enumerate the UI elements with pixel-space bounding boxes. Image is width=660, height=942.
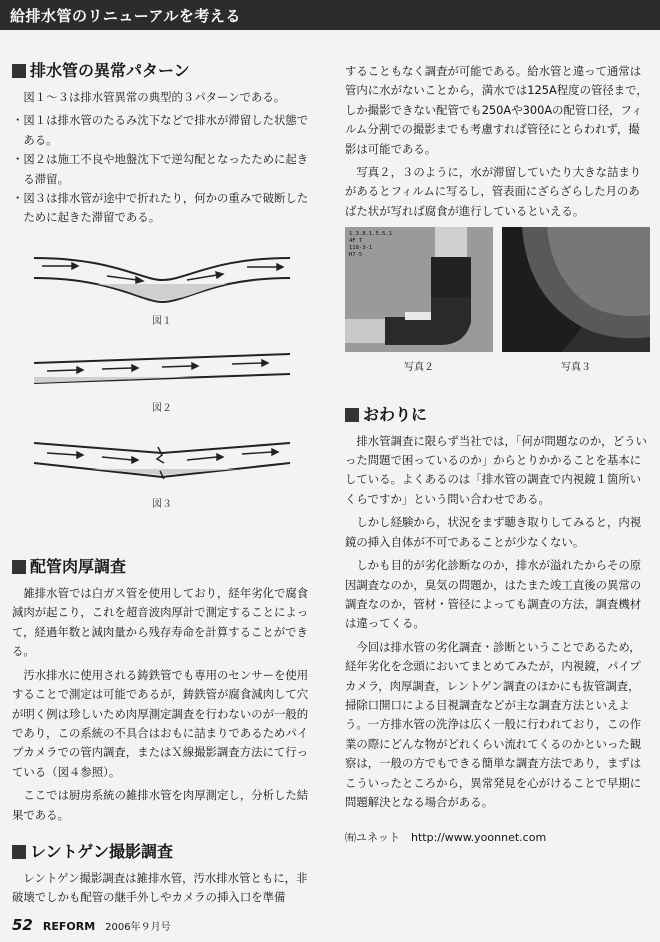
heading-square-icon [12, 845, 26, 859]
photo-caption: 写真２ [404, 362, 434, 374]
photo-label-line: 1.3.8.1.5.5.1 [349, 231, 393, 238]
paragraph: 雑排水管では白ガス管を使用しており，経年劣化で腐食減肉が起こり，これを超音波肉厚計で測定することによって，経過年数と減肉量から残存寿命を計算することができる。 [12, 586, 309, 659]
heading-square-icon [12, 64, 26, 78]
page-number: 52 [12, 916, 33, 934]
section-heading-thickness [12, 556, 312, 578]
photo-3-figure [502, 227, 650, 377]
heading-text: おわりに [363, 404, 428, 424]
photo-label-line: 118-3-1 [349, 245, 373, 252]
photo-label-line: 4F T [349, 238, 363, 245]
bullet-item: ・図３は排水管が途中で折れたり，何かの重みで破断したために起きた滞留である。 [12, 191, 309, 225]
paragraph: 排水管調査に限らず当社では，「何が問題なのか，どういった問題で困っているのか」からとりかかることを基本にしている。よくあるのは「排水管の調査で内視鏡１箇所いくらですか」という問い合わせである。 [345, 433, 647, 506]
bullet-list [12, 111, 312, 227]
header-bar [0, 0, 660, 30]
paragraph: 汚水排水に使用される鋳鉄管でも専用のセンサーを使用することで測定は可能であるが，鋳鉄管が腐食減肉して穴が明く例は珍しいため肉厚測定調査を行わないのが一般的であり，この系統の不具合はおもに詰まりであるためパイプカメラでの管内調査，またはＸ線撮影調査方法にて行っている（図４参照）。 [12, 667, 309, 779]
heading-text: レントゲン撮影調査 [30, 841, 173, 861]
paragraph: ここでは厨房系統の雑排水管を肉厚測定し，分析した結果である。 [12, 788, 309, 822]
paragraph: レントゲン撮影調査は雑排水管，汚水排水管ともに，非破壊でしかも配管の継手外しやカメラの挿入口を準備 [12, 870, 308, 905]
photo-2-figure [345, 227, 493, 377]
figure-3 [12, 435, 312, 514]
paragraph: しかし経験から，状況をまず聴き取りしてみると，内視鏡の挿入自体が不可であることが少なくない。 [345, 515, 642, 549]
xray-corroded-pipe-image [502, 227, 650, 352]
heading-square-icon [345, 408, 359, 422]
company-credit: ㈲ユネット http://www.yoonnet.com [345, 831, 547, 845]
broken-pipe-diagram [12, 435, 312, 495]
section-heading-conclusion [345, 404, 650, 426]
left-column [12, 60, 312, 912]
section-heading-anomaly [12, 60, 312, 82]
paragraph: 写真２，３のように，水が滞留していたり大きな詰まりがあるとフィルムに写るし，管表面にざらざらした月のあばた状が写れば腐食が進行しているといえる。 [345, 165, 642, 218]
sagging-pipe-diagram [12, 242, 312, 312]
reverse-slope-pipe-diagram [12, 349, 312, 399]
paragraph: することもなく調査が可能である。給水管と違って通常は管内に水がないことから，満水では125A程度の管径まで，しか撮影できない配管でも250Aや300Aの配管口径，フィルム分割での撮影までも考慮すれば管径にとらわれず，撮影は可能である。 [345, 64, 648, 156]
figure-1 [12, 242, 312, 331]
page-footer [12, 916, 171, 934]
heading-text: 排水管の異常パターン [30, 61, 190, 80]
right-column [345, 62, 650, 852]
heading-text: 配管肉厚調査 [30, 557, 127, 577]
figure-2 [12, 349, 312, 418]
photo-row [345, 227, 650, 377]
figure-caption: 図１ [152, 315, 172, 327]
figure-caption: 図２ [152, 403, 172, 415]
magazine-name: REFORM [42, 920, 96, 933]
paragraph: しかも目的が劣化診断なのか，排水が溢れたからその原因調査なのか，臭気の問題か，はたまた竣工直後の異常の調査なのか，管材・管径によっても調査の方法，調査機材は違ってくる。 [345, 558, 642, 631]
issue-date: 2006年９月号 [105, 922, 171, 933]
bullet-item: ・図２は施工不良や地盤沈下で逆勾配となったために起きる滞留。 [12, 152, 309, 186]
article-series-title: 給排水管のリニューアルを考える [10, 7, 241, 25]
figure-caption: 図３ [152, 498, 172, 510]
paragraph: 今回は排水管の劣化調査・診断ということであるため，経年劣化を念頭においてまとめてみたが，内視鏡，パイプカメラ，肉厚調査，レントゲン調査のほかにも抜管調査，掃除口開口による目視調査などが主な調査方法といえよう。一方排水管の洗浄は広く一般に行われており，この作業の際にどんな物がどれくらい流れてくるのかといった観察は，一般の方でもできる簡単な調査方法であり，まずはこういったところから，異常発見を心がけることで早期に問題解決となる場合がある。 [345, 639, 642, 809]
photo-2 [345, 227, 493, 352]
photo-3 [502, 227, 650, 352]
bullet-item: ・図１は排水管のたるみ沈下などで排水が滞留した状態である。 [12, 113, 309, 147]
intro-text: 図１～３は排水管異常の典型的３パターンである。 [23, 90, 286, 104]
section-heading-xray [12, 841, 312, 863]
photo-label-line: H7-5 [349, 252, 363, 259]
photo-caption: 写真３ [561, 362, 591, 374]
heading-square-icon [12, 560, 26, 574]
